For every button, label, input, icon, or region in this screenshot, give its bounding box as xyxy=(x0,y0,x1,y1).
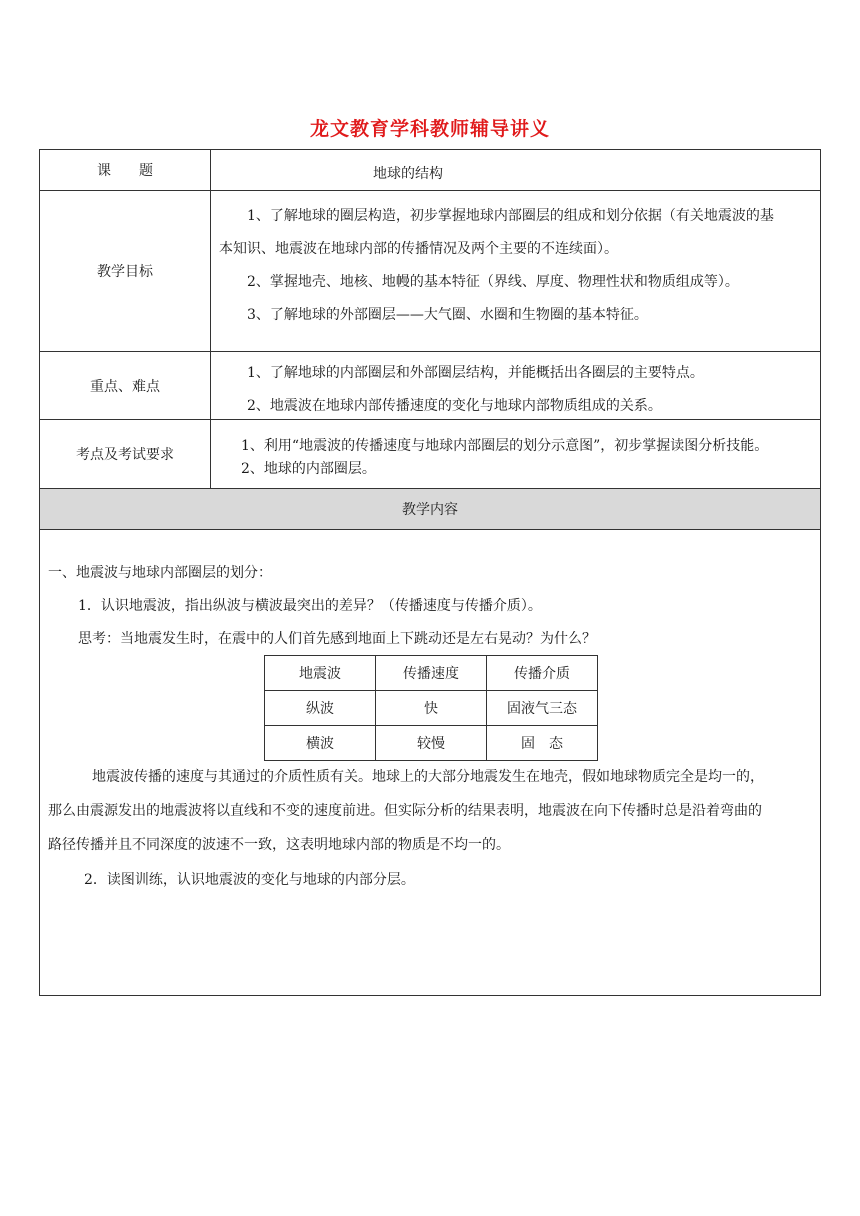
key-points-cell xyxy=(211,352,820,419)
exam-cell xyxy=(211,420,820,488)
table-cell: 横波 xyxy=(265,726,376,761)
paragraph-line-3: 路径传播并且不同深度的波速不一致，这表明地球内部的物质是不均一的。 xyxy=(48,837,510,853)
exam-line-1: 1、利用“地震波的传播速度与地球内部圈层的划分示意图”，初步掌握读图分析技能。 xyxy=(241,438,769,454)
table-cell: 快 xyxy=(376,691,487,726)
row-topic xyxy=(40,150,820,191)
table-row xyxy=(265,726,598,761)
objectives-label: 教学目标 xyxy=(40,191,211,351)
table-row xyxy=(265,656,598,691)
topic-value: 地球的结构 xyxy=(373,166,443,182)
topic-cell xyxy=(211,150,820,190)
table-header-cell: 传播速度 xyxy=(376,656,487,691)
key-point-line-2: 2、地震波在地球内部传播速度的变化与地球内部物质组成的关系。 xyxy=(247,398,662,414)
document-title: 龙文教育学科教师辅导讲义 xyxy=(309,118,550,140)
content-header: 教学内容 xyxy=(40,489,820,530)
row-key-points xyxy=(40,352,820,420)
topic-label: 课 题 xyxy=(40,150,211,190)
section-heading: 一、地震波与地球内部圈层的划分： xyxy=(48,565,272,581)
exam-line-2: 2、地球的内部圈层。 xyxy=(241,461,376,477)
objectives-cell xyxy=(211,191,820,351)
table-cell: 固液气三态 xyxy=(487,691,598,726)
table-header-cell: 传播介质 xyxy=(487,656,598,691)
exam-label: 考点及考试要求 xyxy=(40,420,211,488)
seismic-wave-table xyxy=(264,655,598,761)
objective-line-3: 2、掌握地壳、地核、地幔的基本特征（界线、厚度、物理性状和物质组成等）。 xyxy=(247,274,739,290)
objective-line-1: 1、了解地球的圈层构造，初步掌握地球内部圈层的组成和划分依据（有关地震波的基 xyxy=(247,208,774,224)
row-exam xyxy=(40,420,820,489)
table-header-cell: 地震波 xyxy=(265,656,376,691)
table-cell: 较慢 xyxy=(376,726,487,761)
item-1: 1．认识地震波，指出纵波与横波最突出的差异？（传播速度与传播介质）。 xyxy=(78,598,542,614)
think-question: 思考：当地震发生时，在震中的人们首先感到地面上下跳动还是左右晃动？为什么？ xyxy=(78,631,596,647)
key-point-line-1: 1、了解地球的内部圈层和外部圈层结构，并能概括出各圈层的主要特点。 xyxy=(247,365,704,381)
paragraph-line-2: 那么由震源发出的地震波将以直线和不变的速度前进。但实际分析的结果表明，地震波在向下传播时总是沿着弯曲的 xyxy=(48,803,762,819)
paragraph-line-1: 地震波传播的速度与其通过的介质性质有关。地球上的大部分地震发生在地壳，假如地球物质完全是均一的， xyxy=(92,769,764,785)
item-2: 2．读图训练，认识地震波的变化与地球的内部分层。 xyxy=(84,872,415,888)
objective-line-4: 3、了解地球的外部圈层——大气圈、水圈和生物圈的基本特征。 xyxy=(247,307,648,323)
row-objectives xyxy=(40,191,820,352)
table-cell: 固 态 xyxy=(487,726,598,761)
table-row xyxy=(265,691,598,726)
lesson-table xyxy=(39,149,821,996)
table-cell: 纵波 xyxy=(265,691,376,726)
key-points-label: 重点、难点 xyxy=(40,352,211,419)
objective-line-2: 本知识、地震波在地球内部的传播情况及两个主要的不连续面）。 xyxy=(219,241,618,257)
